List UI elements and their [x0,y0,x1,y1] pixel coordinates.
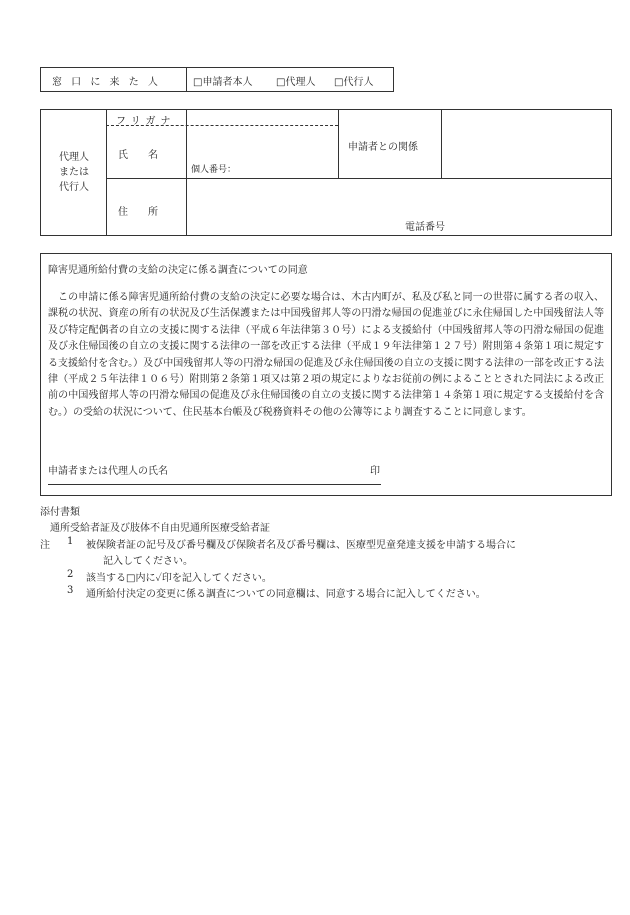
name-label: 氏 名 [118,150,158,161]
note-2-text: 該当する□内に✓印を記入してください。 [86,573,272,584]
note-1-num: 1 [67,536,74,547]
window-option-proxy[interactable]: □代行人 [334,77,374,88]
seal-mark: 印 [370,466,380,477]
window-label: 窓 口 に 来 た 人 [52,77,161,88]
signature-line [48,484,381,485]
signature-label: 申請者または代理人の氏名 [48,466,168,477]
relation-label: 申請者との関係 [348,142,418,153]
attachments-item: 通所受給者証及び肢体不自由児通所医療受給者証 [50,523,270,534]
signature-field[interactable] [200,458,360,480]
note-prefix: 注 [40,540,50,551]
furigana-label: フリガナ [116,116,176,127]
phone-label: 電話番号 [405,222,445,233]
individual-number-label: 個人番号： [191,165,237,175]
name-field[interactable] [188,127,336,157]
address-label: 住 所 [118,207,158,218]
window-option-agent[interactable]: □代理人 [276,77,316,88]
attachments-heading: 添付書類 [40,507,80,518]
consent-title: 障害児通所給付費の支給の決定に係る調査についての同意 [48,265,308,276]
address-field[interactable] [188,180,608,212]
note-3-num: 3 [67,585,74,596]
note-1-cont: 記入してください。 [103,556,193,567]
note-1-text: 被保険者証の記号及び番号欄及び保険者名及び番号欄は、医療型児童発達支援を申請する場合に [86,540,516,551]
window-option-self[interactable]: □申請者本人 [193,77,253,88]
consent-body: この申請に係る障害児通所給付費の支給の決定に必要な場合は、木古内町が、私及び私と同一の世帯に属する者の収入、課税の状況、資産の所有の状況及び生活保護または中国残留邦人等の円滑な帰国の促進並びに永住帰国した中国残留法人等及び特定配偶者の自立の支援に関する法律（平成６年法律第３０号）による支援給付（中国残留邦人等の円滑な帰国の促進及び永住帰国後の自立の支援に関する法律の一部を改正する法律（平成１９年法律第１２７号）附則第４条第１項に規定する支援給付を含む。）及び中国残留邦人等の円滑な帰国の促進及び永住帰国後の自立の支援に関する法律の一部を改正する法律（平成２５年法律１０６号）附則第２条第１項又は第２項の規定によりなお従前の例によることとされた同法による改正前の中国残留邦人等の円滑な帰国の促進及び永住帰国後の自立の支援に関する法律第１４条第１項に規定する支援給付を含む。）の受給の状況について、住民基本台帳及び税務資料その他の公簿等により調査することに同意します。 [48,292,604,418]
note-3-text: 通所給付決定の変更に係る調査についての同意欄は、同意する場合に記入してください。 [86,589,486,600]
relation-field[interactable] [443,110,610,177]
furigana-field[interactable] [188,110,336,124]
agent-side-label: 代理人 または 代行人 [59,152,89,193]
note-2-num: 2 [67,569,74,580]
